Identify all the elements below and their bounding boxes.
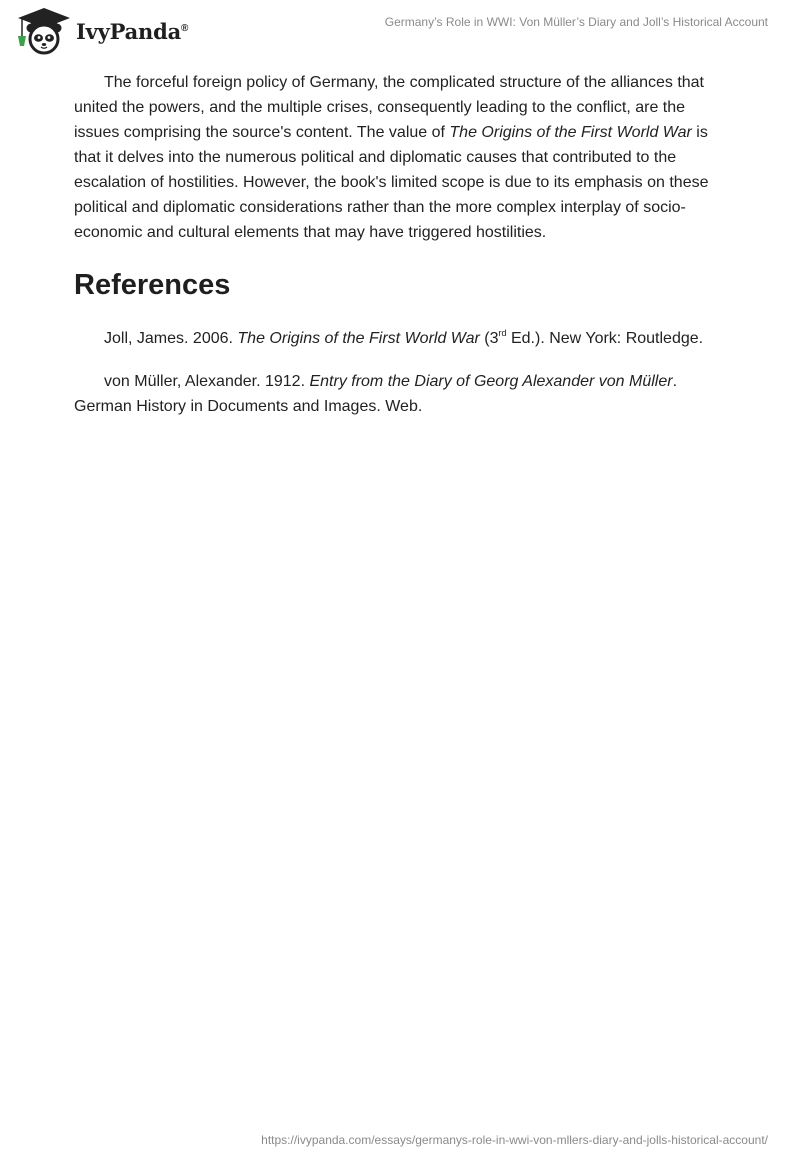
references-heading: References (74, 269, 231, 301)
document-title: Germany’s Role in WWI: Von Müller’s Diary and Joll’s Historical Account (384, 15, 768, 29)
panda-graduate-icon (14, 6, 72, 56)
reference-entry: von Müller, Alexander. 1912. Entry from the Diary of Georg Alexander von Müller. German History in Documents and Images. Web. (74, 373, 678, 415)
logo-wordmark: IvyPanda® (76, 18, 189, 44)
page-header (0, 0, 800, 70)
source-url[interactable]: https://ivypanda.com/essays/germanys-role-in-wwi-von-mllers-diary-and-jolls-historical-account/ (261, 1133, 768, 1147)
ivypanda-logo[interactable] (14, 6, 188, 56)
body-paragraph: The forceful foreign policy of Germany, the complicated structure of the alliances that united the powers, and the multiple crises, consequently leading to the conflict, are the issues comprising the source's content. The value of The Origins of the First World War is that it delves into the numerous political and diplomatic causes that contributed to the escalation of hostilities. However, the book's limited scope is due to its emphasis on these political and diplomatic considerations rather than the more complex interplay of socio-economic and cultural elements that may have triggered hostilities. (74, 74, 709, 241)
reference-entry: Joll, James. 2006. The Origins of the First World War (3rd Ed.). New York: Routledge. (104, 327, 704, 347)
essay-content (74, 70, 734, 419)
book-title-emphasis: The Origins of the First World War (449, 124, 692, 141)
